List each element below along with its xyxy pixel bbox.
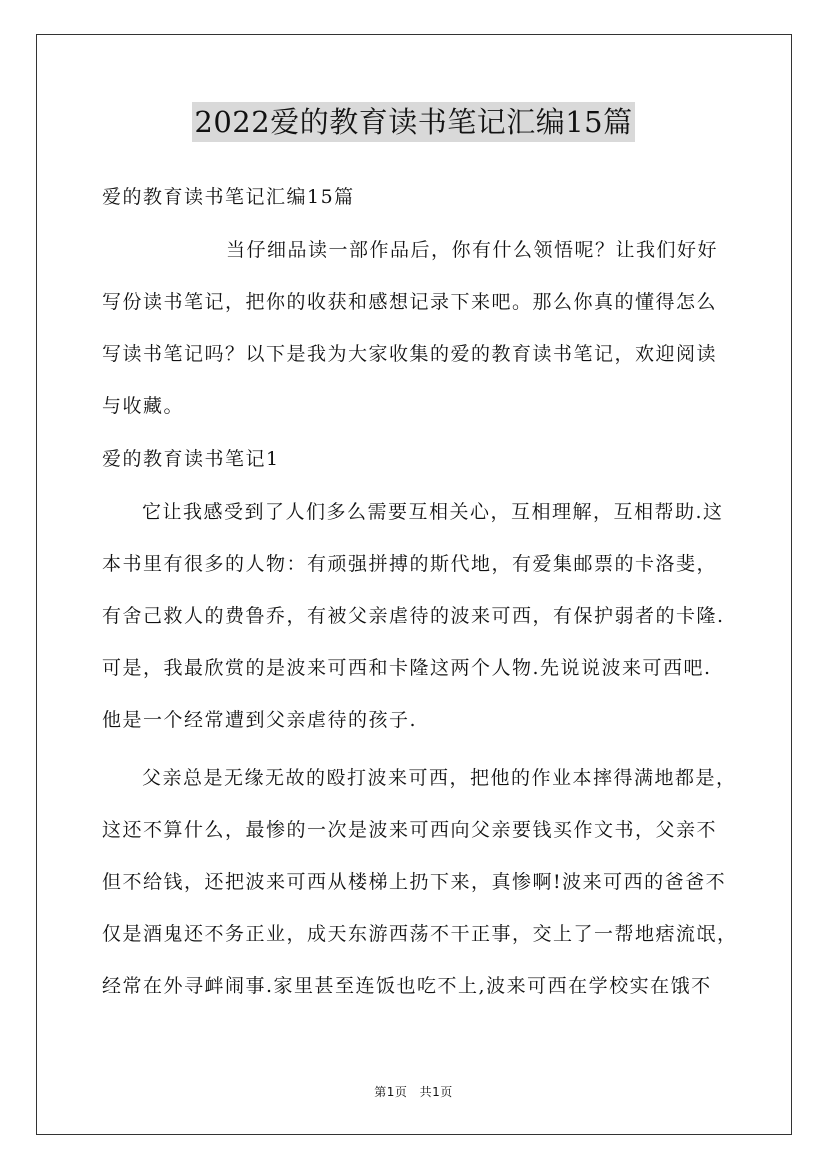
intro-line: 当仔细品读一部作品后，你有什么领悟呢？让我们好好 xyxy=(226,239,719,261)
document-body xyxy=(102,170,744,1012)
page-footer xyxy=(0,1083,827,1100)
title-container xyxy=(0,102,827,142)
paragraph-line: 可是，我最欣赏的是波来可西和卡隆这两个人物.先说说波来可西吧. xyxy=(102,657,712,679)
subtitle: 爱的教育读书笔记汇编15篇 xyxy=(102,186,355,208)
intro-line: 写份读书笔记，把你的收获和感想记录下来吧。那么你真的懂得怎么 xyxy=(102,291,718,313)
paragraph-line: 本书里有很多的人物：有顽强拼搏的斯代地，有爱集邮票的卡洛斐， xyxy=(102,553,718,575)
paragraph-line: 经常在外寻衅闹事.家里甚至连饭也吃不上,波来可西在学校实在饿不 xyxy=(102,975,712,997)
document-title: 2022爱的教育读书笔记汇编15篇 xyxy=(192,102,634,142)
paragraph-line: 它让我感受到了人们多么需要互相关心，互相理解，互相帮助.这 xyxy=(142,501,724,523)
intro-line: 写读书笔记吗？以下是我为大家收集的爱的教育读书笔记，欢迎阅读 xyxy=(102,343,718,365)
paragraph-line: 父亲总是无缘无故的殴打波来可西，把他的作业本摔得满地都是， xyxy=(142,767,737,789)
paragraph-line: 有舍己救人的费鲁乔，有被父亲虐待的波来可西，有保护弱者的卡隆. xyxy=(102,605,725,627)
intro-line: 与收藏。 xyxy=(102,395,185,417)
paragraph-line: 仅是酒鬼还不务正业，成天东游西荡不干正事，交上了一帮地痞流氓， xyxy=(102,923,738,945)
page-total: 共1页 xyxy=(419,1085,453,1099)
page-number: 第1页 xyxy=(374,1085,408,1099)
paragraph-line: 但不给钱，还把波来可西从楼梯上扔下来，真惨啊!波来可西的爸爸不 xyxy=(102,871,727,893)
paragraph-line: 他是一个经常遭到父亲虐待的孩子. xyxy=(102,709,418,731)
section-heading: 爱的教育读书笔记1 xyxy=(102,448,280,470)
paragraph-line: 这还不算什么，最惨的一次是波来可西向父亲要钱买作文书，父亲不 xyxy=(102,819,718,841)
